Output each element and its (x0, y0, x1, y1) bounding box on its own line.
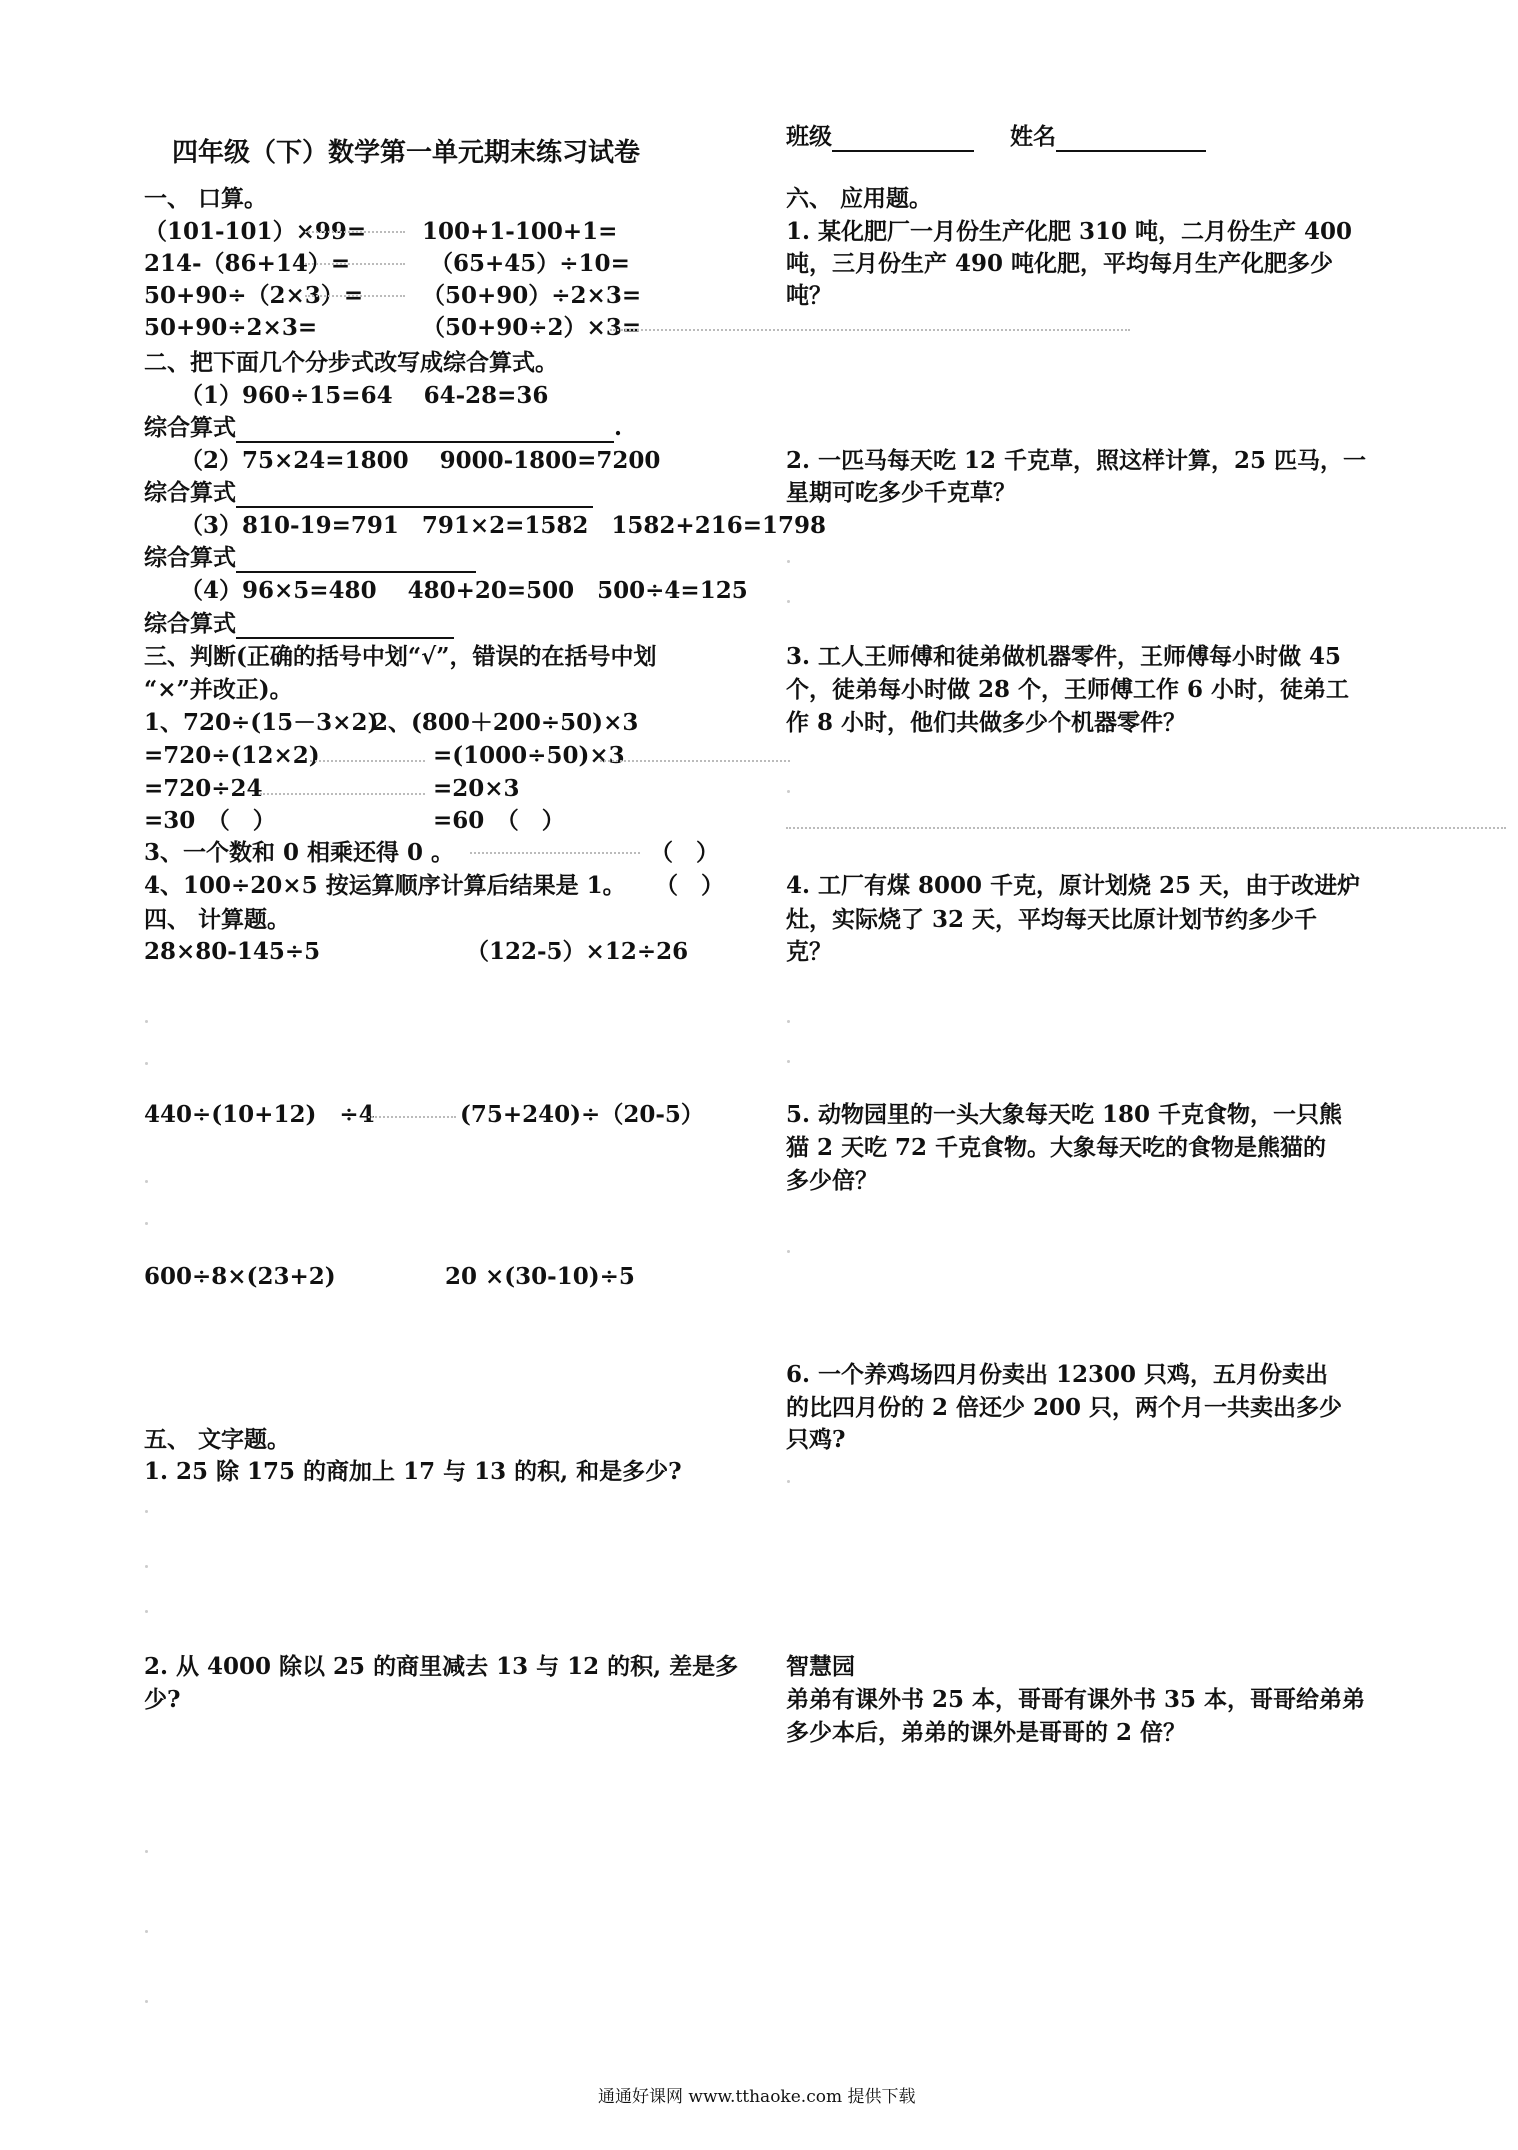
judge-line: =(1000÷50)×3 (433, 742, 625, 769)
application-problem: 2. 一匹马每天吃 12 千克草，照这样计算，25 匹马，一 (786, 447, 1367, 474)
scan-dot (787, 1480, 790, 1483)
calc-item: (75+240)÷（20-5） (460, 1101, 704, 1128)
answer-line (144, 543, 476, 573)
name-blank (1056, 126, 1206, 152)
answer-blank (236, 417, 614, 443)
oral-item: 100+1-100+1= (422, 218, 618, 245)
oral-item: （50+90÷2）×3= (422, 314, 642, 341)
scan-dot (145, 1020, 148, 1023)
scan-dot (145, 1565, 148, 1568)
page-title: 四年级（下）数学第一单元期末练习试卷 (172, 138, 641, 168)
section-5-heading: 五、 文字题。 (144, 1426, 291, 1453)
scan-dot (787, 1020, 790, 1023)
step-item: （3）810-19=791 791×2=1582 1582+216=1798 (180, 512, 826, 539)
scan-dot (145, 1850, 148, 1853)
application-problem: 多少倍？ (786, 1167, 878, 1194)
application-problem: 作 8 小时，他们共做多少个机器零件？ (786, 709, 1187, 736)
application-problem: 3. 工人王师傅和徒弟做机器零件，王师傅每小时做 45 (786, 643, 1342, 670)
dotted-line (786, 827, 1506, 829)
answer-blank (236, 613, 454, 639)
oral-item: （101-101）×99= (144, 218, 367, 245)
oral-item: 214-（86+14）= (144, 250, 351, 277)
word-problem: 1. 25 除 175 的商加上 17 与 13 的积, 和是多少? (144, 1458, 682, 1485)
judge-line: =30 （ ） (144, 807, 276, 834)
judge-line: =720÷(12×2) (144, 742, 320, 769)
dotted-line (610, 329, 1130, 331)
scan-dot (787, 600, 790, 603)
scan-dot (787, 790, 790, 793)
calc-item: 440÷(10+12) ÷4 (144, 1101, 375, 1128)
footer-text: 通通好课网 www.tthaoke.com 提供下载 (598, 2087, 916, 2107)
application-problem: 6. 一个养鸡场四月份卖出 12300 只鸡，五月份卖出 (786, 1361, 1329, 1388)
calc-item: 600÷8×(23+2) (144, 1263, 336, 1290)
judge-paren: （ ） (655, 872, 724, 899)
application-problem: 1. 某化肥厂一月份生产化肥 310 吨，二月份生产 400 (786, 218, 1353, 245)
judge-line: 1、720÷(15－3×2) (144, 709, 379, 736)
oral-item: 50+90÷2×3= (144, 314, 318, 341)
application-problem: 个，徒弟每小时做 28 个，王师傅工作 6 小时，徒弟工 (786, 676, 1350, 703)
scan-dot (145, 1930, 148, 1933)
period-mark: . (614, 414, 623, 441)
application-problem: 克？ (786, 938, 832, 965)
calc-item: （122-5）×12÷26 (466, 938, 689, 965)
dotted-line (600, 760, 790, 762)
section-6-heading: 六、 应用题。 (786, 185, 933, 212)
judge-line: 2、(800＋200÷50)×3 (372, 709, 639, 736)
section-1-heading: 一、 口算。 (144, 185, 268, 212)
application-problem: 吨？ (786, 282, 832, 309)
answer-line (144, 609, 454, 639)
wisdom-heading: 智慧园 (786, 1653, 855, 1680)
application-problem: 猫 2 天吃 72 千克食物。大象每天吃的食物是熊猫的 (786, 1134, 1327, 1161)
scan-dot (145, 1062, 148, 1065)
class-blank (832, 126, 974, 152)
scan-dot (145, 1610, 148, 1613)
answer-label: 综合算式 (144, 479, 236, 506)
oral-item: （50+90）÷2×3= (422, 282, 642, 309)
answer-line (144, 478, 593, 508)
answer-line (144, 413, 622, 443)
section-3-heading: 三、判断(正确的括号中划“√”，错误的在括号中划 (144, 643, 657, 670)
answer-label: 综合算式 (144, 610, 236, 637)
scan-dot (145, 2000, 148, 2003)
name-label: 姓名 (1010, 123, 1056, 150)
judge-line: =720÷24 (144, 775, 263, 802)
judge-line: =20×3 (433, 775, 520, 802)
application-problem: 的比四月份的 2 倍还少 200 只，两个月一共卖出多少 (786, 1394, 1343, 1421)
section-2-heading: 二、把下面几个分步式改写成综合算式。 (144, 349, 558, 376)
scan-dot (787, 560, 790, 563)
answer-label: 综合算式 (144, 414, 236, 441)
application-problem: 星期可吃多少千克草？ (786, 479, 1016, 506)
class-field (786, 122, 974, 152)
application-problem: 只鸡? (786, 1426, 846, 1453)
class-label: 班级 (786, 123, 832, 150)
application-problem: 4. 工厂有煤 8000 千克，原计划烧 25 天，由于改进炉 (786, 872, 1361, 899)
section-4-heading: 四、 计算题。 (144, 906, 291, 933)
oral-item: 50+90÷（2×3）= (144, 282, 364, 309)
answer-blank (236, 482, 593, 508)
step-item: （2）75×24=1800 9000-1800=7200 (180, 447, 661, 474)
section-3-heading-cont: “×”并改正)。 (144, 676, 293, 703)
dotted-line (305, 295, 405, 297)
dotted-line (310, 760, 425, 762)
dotted-line (470, 852, 640, 854)
name-field (1010, 122, 1206, 152)
word-problem: 2. 从 4000 除以 25 的商里减去 13 与 12 的积, 差是多 (144, 1653, 739, 1680)
dotted-line (368, 1116, 456, 1118)
application-problem: 吨，三月份生产 490 吨化肥，平均每月生产化肥多少 (786, 250, 1334, 277)
calc-item: 20 ×(30-10)÷5 (445, 1263, 635, 1290)
judge-item: 4、100÷20×5 按运算顺序计算后结果是 1。 (144, 872, 626, 899)
scan-dot (145, 1510, 148, 1513)
dotted-line (260, 793, 425, 795)
dotted-line (305, 231, 405, 233)
judge-paren: （ ） (650, 839, 719, 866)
application-problem: 灶，实际烧了 32 天，平均每天比原计划节约多少千 (786, 906, 1318, 933)
wisdom-problem: 弟弟有课外书 25 本，哥哥有课外书 35 本，哥哥给弟弟 (786, 1686, 1366, 1713)
calc-item: 28×80-145÷5 (144, 938, 321, 965)
step-item: （1）960÷15=64 64-28=36 (180, 382, 549, 409)
step-item: （4）96×5=480 480+20=500 500÷4=125 (180, 577, 748, 604)
dotted-line (305, 263, 405, 265)
application-problem: 5. 动物园里的一头大象每天吃 180 千克食物，一只熊 (786, 1101, 1343, 1128)
wisdom-problem: 多少本后，弟弟的课外是哥哥的 2 倍？ (786, 1719, 1187, 1746)
scan-dot (787, 1250, 790, 1253)
judge-line: =60 （ ） (433, 807, 565, 834)
answer-label: 综合算式 (144, 544, 236, 571)
word-problem-cont: 少? (144, 1686, 181, 1713)
scan-dot (145, 1222, 148, 1225)
scan-dot (787, 1060, 790, 1063)
scan-dot (145, 1180, 148, 1183)
oral-item: （65+45）÷10= (430, 250, 630, 277)
answer-blank (236, 547, 476, 573)
judge-item: 3、一个数和 0 相乘还得 0 。 (144, 839, 455, 866)
